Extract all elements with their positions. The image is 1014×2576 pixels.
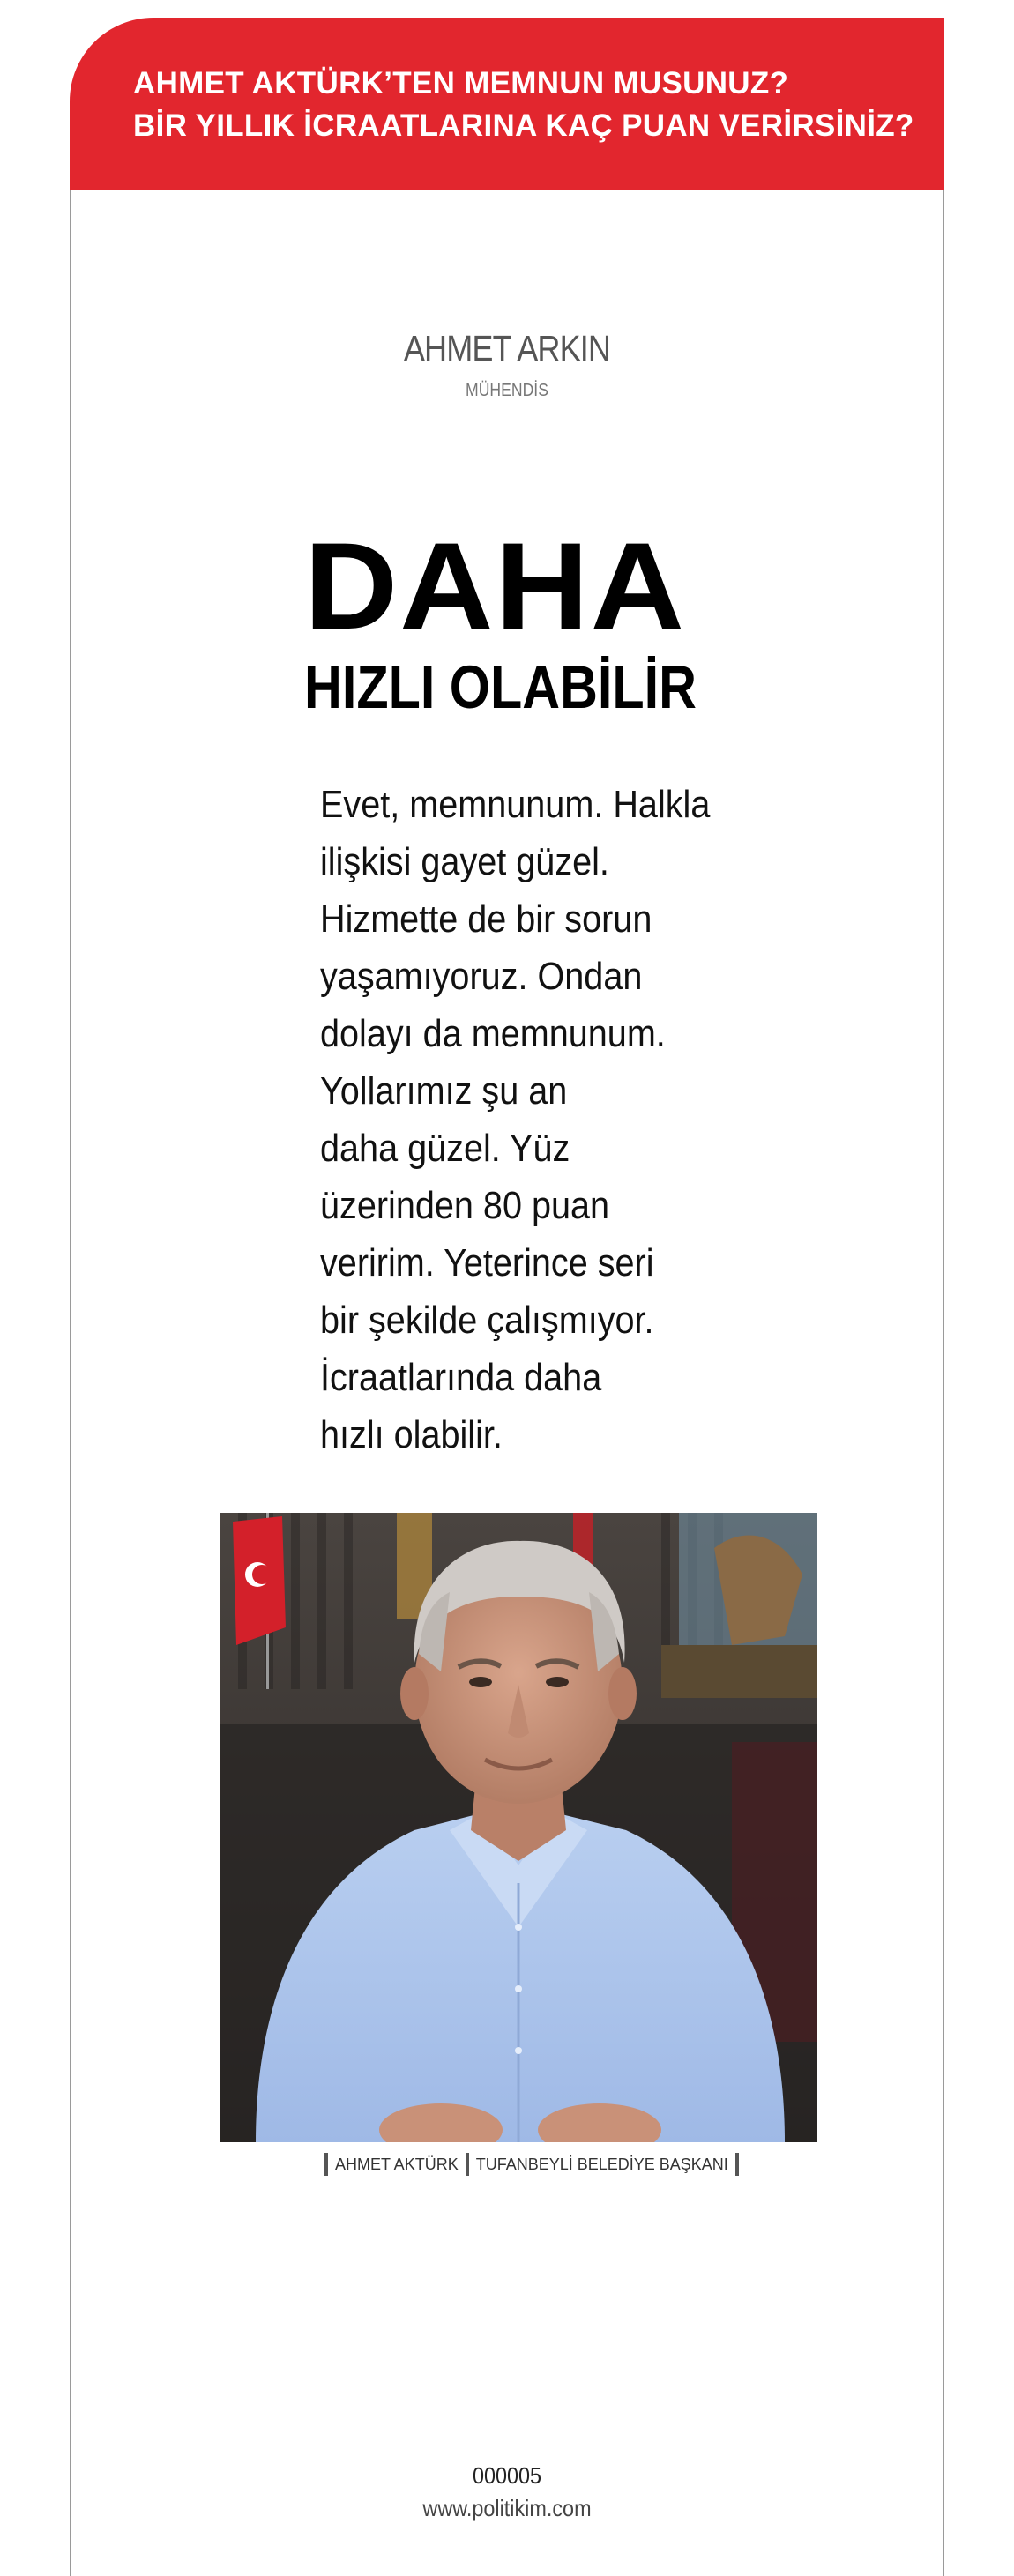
answer-line: Evet, memnunum. Halkla	[320, 783, 711, 826]
answer-line: hızlı olabilir.	[320, 1413, 503, 1456]
answer-line: bir şekilde çalışmıyor.	[320, 1299, 654, 1342]
author-title: MÜHENDİS	[466, 381, 548, 400]
website-link[interactable]: www.politikim.com	[422, 2495, 592, 2521]
portrait-photo	[220, 1513, 817, 2142]
banner-question-line-1: AHMET AKTÜRK’TEN MEMNUN MUSUNUZ?	[133, 66, 789, 101]
headline-sub: HIZLI OLABİLİR	[304, 653, 697, 721]
answer-line: veririm. Yeterince seri	[320, 1241, 654, 1284]
answer-line: yaşamıyoruz. Ondan	[320, 955, 643, 998]
headline-main: DAHA	[304, 517, 687, 655]
author-name: AHMET ARKIN	[403, 328, 611, 369]
answer-line: dolayı da memnunum.	[320, 1012, 666, 1055]
caption-name: AHMET AKTÜRK	[335, 2155, 459, 2173]
answer-line: Hizmette de bir sorun	[320, 897, 652, 941]
page-frame-left	[70, 185, 71, 2576]
answer-line: İcraatlarında daha	[320, 1356, 602, 1399]
answer-text	[320, 776, 814, 1463]
answer-line: Yollarımız şu an	[320, 1069, 568, 1113]
photo-caption	[317, 2151, 746, 2178]
answer-line: üzerinden 80 puan	[320, 1184, 610, 1227]
caption-divider	[324, 2153, 328, 2176]
caption-role: TUFANBEYLİ BELEDİYE BAŞKANI	[475, 2155, 728, 2173]
page-number: 000005	[472, 2462, 542, 2489]
page-frame-right	[943, 185, 944, 2576]
caption-divider	[735, 2153, 739, 2176]
question-banner	[70, 18, 944, 190]
answer-line: ilişkisi gayet güzel.	[320, 840, 609, 883]
banner-question-line-2: BİR YILLIK İCRAATLARINA KAÇ PUAN VERİRSİNİZ?	[133, 108, 914, 143]
answer-line: daha güzel. Yüz	[320, 1127, 570, 1170]
caption-divider	[466, 2153, 469, 2176]
